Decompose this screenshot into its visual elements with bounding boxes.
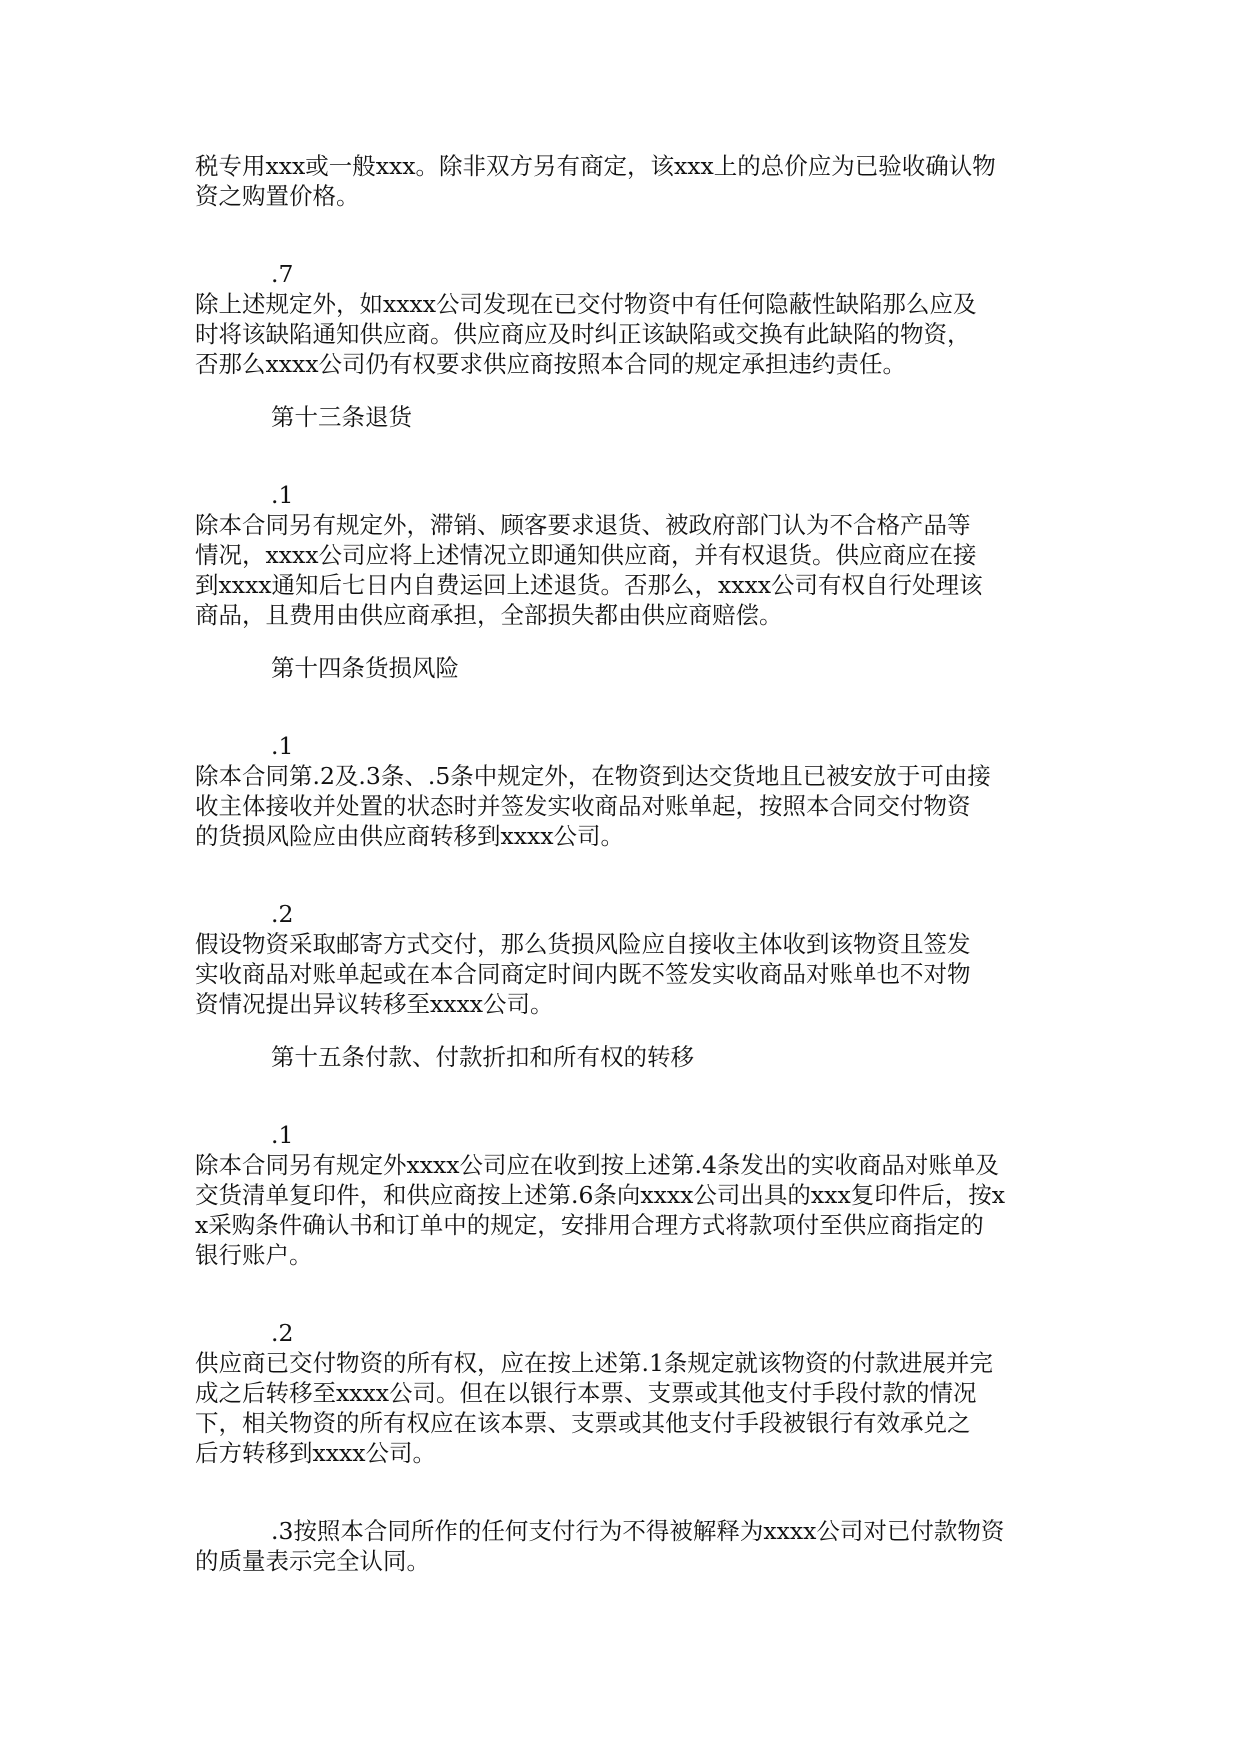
text-line: 银行账户。: [195, 1241, 313, 1269]
clause-number: [195, 1120, 1055, 1150]
clause-number-text: .1: [271, 1121, 294, 1149]
clause-number-text: .1: [271, 481, 294, 509]
text-line: 税专用xxx或一般xxx。除非双方另有商定，该xxx上的总价应为已验收确认物: [195, 152, 996, 180]
text-line: 假设物资采取邮寄方式交付，那么货损风险应自接收主体收到该物资且签发: [195, 930, 971, 958]
text-line: 时将该缺陷通知供应商。供应商应及时纠正该缺陷或交换有此缺陷的物资，: [195, 320, 971, 348]
text-line: 后方转移到xxxx公司。: [195, 1439, 437, 1467]
paragraph: [195, 1348, 1055, 1468]
text-line: 除上述规定外，如xxxx公司发现在已交付物资中有任何隐蔽性缺陷那么应及: [195, 290, 977, 318]
paragraph: [195, 510, 1055, 630]
section-heading: [195, 402, 1055, 432]
clause-number-text: .2: [271, 1319, 294, 1347]
clause-number: [195, 899, 1055, 929]
clause-number: [195, 731, 1055, 761]
clause-number: [195, 259, 1055, 289]
text-line: 资情况提出异议转移至xxxx公司。: [195, 990, 554, 1018]
clause-number-text: .2: [271, 900, 294, 928]
text-line: 交货清单复印件，和供应商按上述第.6条向xxxx公司出具的xxx复印件后，按x: [195, 1181, 1005, 1209]
paragraph: [195, 1150, 1055, 1270]
text-line: 成之后转移至xxxx公司。但在以银行本票、支票或其他支付手段付款的情况: [195, 1379, 977, 1407]
clause-number-text: .1: [271, 732, 294, 760]
text-line: .3按照本合同所作的任何支付行为不得被解释为xxxx公司对已付款物资: [271, 1517, 1005, 1545]
paragraph: [195, 151, 1055, 211]
text-line: 情况，xxxx公司应将上述情况立即通知供应商，并有权退货。供应商应在接: [195, 541, 977, 569]
text-line: 下，相关物资的所有权应在该本票、支票或其他支付手段被银行有效承兑之: [195, 1409, 971, 1437]
section-heading: [195, 1042, 1055, 1072]
paragraph: [195, 1516, 1055, 1576]
clause-number: [195, 1318, 1055, 1348]
section-heading-text: 第十三条退货: [271, 403, 412, 431]
text-line: 除本合同另有规定外xxxx公司应在收到按上述第.4条发出的实收商品对账单及: [195, 1151, 999, 1179]
text-line: 供应商已交付物资的所有权，应在按上述第.1条规定就该物资的付款进展并完: [195, 1349, 993, 1377]
section-heading-text: 第十五条付款、付款折扣和所有权的转移: [271, 1043, 694, 1071]
text-line: 除本合同另有规定外，滞销、顾客要求退货、被政府部门认为不合格产品等: [195, 511, 971, 539]
text-line: 资之购置价格。: [195, 182, 360, 210]
paragraph: [195, 761, 1055, 851]
text-line: 到xxxx通知后七日内自费运回上述退货。否那么，xxxx公司有权自行处理该: [195, 571, 983, 599]
text-line: 否那么xxxx公司仍有权要求供应商按照本合同的规定承担违约责任。: [195, 350, 907, 378]
document-body: [195, 151, 1055, 1576]
section-heading: [195, 653, 1055, 683]
text-line: 的质量表示完全认同。: [195, 1547, 430, 1575]
text-line: 除本合同第.2及.3条、.5条中规定外，在物资到达交货地且已被安放于可由接: [195, 762, 991, 790]
text-line: 的货损风险应由供应商转移到xxxx公司。: [195, 822, 625, 850]
clause-number-text: .7: [271, 260, 294, 288]
text-line: x采购条件确认书和订单中的规定，安排用合理方式将款项付至供应商指定的: [195, 1211, 984, 1239]
text-line: 收主体接收并处置的状态时并签发实收商品对账单起，按照本合同交付物资: [195, 792, 971, 820]
paragraph: [195, 289, 1055, 379]
section-heading-text: 第十四条货损风险: [271, 654, 459, 682]
text-line: 商品，且费用由供应商承担，全部损失都由供应商赔偿。: [195, 601, 783, 629]
text-line: 实收商品对账单起或在本合同商定时间内既不签发实收商品对账单也不对物: [195, 960, 971, 988]
paragraph: [195, 929, 1055, 1019]
clause-number: [195, 480, 1055, 510]
